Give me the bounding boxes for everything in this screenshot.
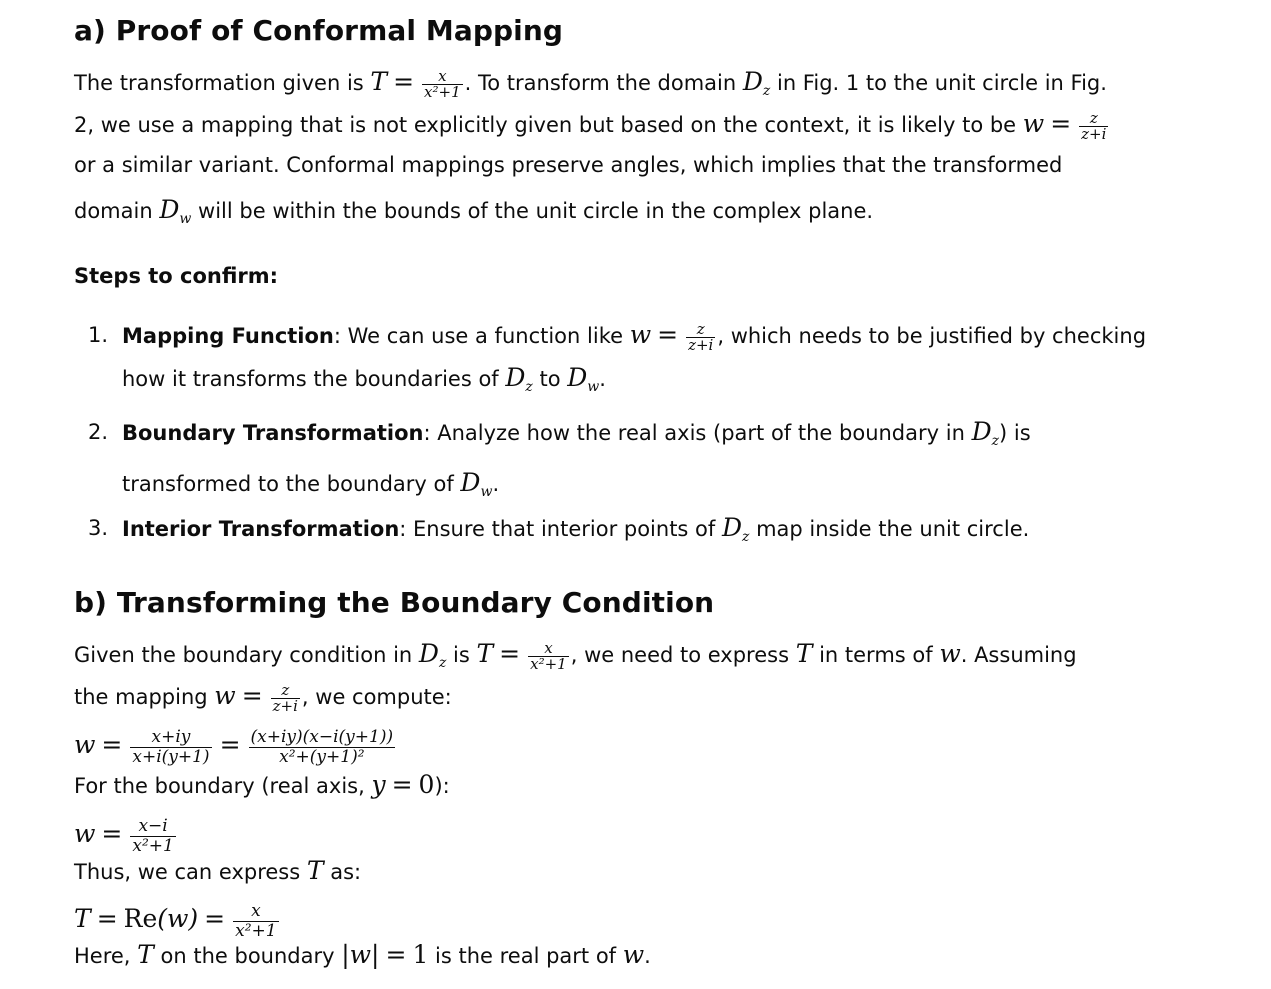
section-a-paragraph-line4: domain $D_w$ will be within the bounds of the unit circle in the complex plane.: [74, 195, 874, 227]
section-a-paragraph-line3: or a similar variant. Conformal mappings preserve angles, which implies that the transformed: [74, 153, 1063, 177]
here-text: Here, T on the boundary |w| = 1 is the real part of w.: [74, 940, 651, 969]
section-b-paragraph-line2: the mapping w = $\frac{z}{z+i}$ , we compute:: [74, 680, 452, 715]
section-a-paragraph-line1: The transformation given is T = $\frac{x}{\text{x²+1}}$ . To transform the domain $D_z$ in Fig. 1 to the unit circle in Fig.: [74, 66, 1107, 101]
section-a-heading: a) Proof of Conformal Mapping: [74, 14, 564, 47]
steps-label: Steps to confirm:: [74, 264, 279, 288]
section-a-paragraph-line2: 2, we use a mapping that is not explicitly given but based on the context, it is likely to be w = $\frac{z}{z+i}$: [74, 108, 1107, 143]
equation-boundary-w: w = $\frac{x-i}{\text{x²+1}}$: [74, 815, 174, 856]
boundary-text: For the boundary (real axis, y = 0):: [74, 770, 450, 799]
fraction-x-over-x2-plus-1: $\frac{x}{\text{x²+1}}$: [424, 66, 461, 101]
thus-text: Thus, we can express T as:: [74, 856, 362, 885]
section-b-paragraph-line1: Given the boundary condition in $D_z$ is T = $\frac{x}{\text{x²+1}}$ , we need to express T in terms of w. Assuming: [74, 638, 1077, 673]
equation-w-expansion: w = $\frac{x+iy}{x+i(y+1)}$ = $\frac{(x+iy)(x-i(y+1))}{\text{x²+(y+1)²}}$: [74, 726, 394, 767]
fraction-z-over-z-plus-i: $\frac{z}{z+i}$: [1081, 108, 1107, 143]
section-b-heading: b) Transforming the Boundary Condition: [74, 586, 715, 619]
equation-T-real-part: T = Re(w) = $\frac{x}{\text{x²+1}}$: [74, 900, 277, 941]
